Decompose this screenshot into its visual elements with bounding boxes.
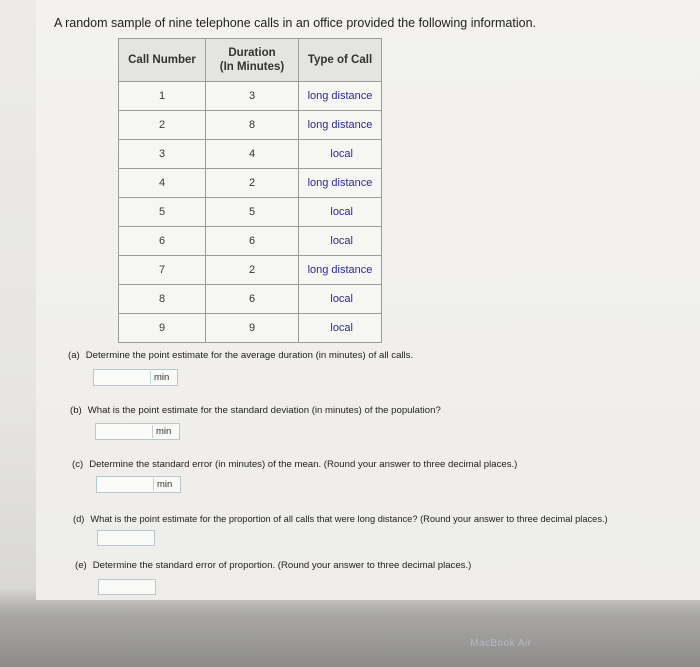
answer-a-input[interactable]: [94, 371, 151, 384]
cell-call: 8: [119, 285, 206, 314]
question-d: [73, 514, 608, 524]
table-row: [119, 82, 382, 111]
answer-d-field: [97, 529, 155, 544]
cell-type: local: [299, 198, 382, 227]
question-e-text: Determine the standard error of proportion. (Round your answer to three decimal places.): [92, 560, 472, 571]
table-row: [119, 140, 382, 169]
answer-b-field: [95, 423, 180, 438]
question-b: [70, 405, 441, 416]
cell-type: long distance: [299, 111, 382, 140]
question-c: [72, 459, 517, 470]
header-call-number: Call Number: [119, 39, 206, 82]
calls-table: [118, 38, 382, 343]
table-row: [119, 285, 382, 314]
table-row: [119, 198, 382, 227]
answer-d-input[interactable]: [97, 530, 155, 546]
cell-call: 4: [119, 169, 206, 198]
answer-b-unit: min: [156, 426, 172, 437]
cell-duration: 3: [206, 82, 299, 111]
cell-duration: 8: [206, 111, 299, 140]
question-a-label: (a): [68, 350, 80, 361]
cell-call: 1: [119, 82, 206, 111]
cell-type: long distance: [299, 169, 382, 198]
cell-type: local: [299, 314, 382, 343]
question-c-label: (c): [72, 459, 84, 470]
question-d-label: (d): [73, 514, 85, 524]
table-row: [119, 314, 382, 343]
answer-c-field: [96, 476, 181, 491]
cell-duration: 6: [206, 285, 299, 314]
header-duration: [206, 39, 299, 82]
table-row: [119, 111, 382, 140]
question-b-label: (b): [70, 405, 82, 416]
problem-intro: A random sample of nine telephone calls in an office provided the following information.: [54, 16, 537, 30]
cell-call: 7: [119, 256, 206, 285]
answer-a-unit: min: [154, 372, 170, 383]
question-e: [75, 560, 471, 571]
answer-e-input[interactable]: [98, 579, 156, 595]
answer-b-input[interactable]: [96, 425, 153, 438]
question-e-label: (e): [75, 560, 87, 571]
cell-duration: 2: [206, 256, 299, 285]
cell-call: 3: [119, 140, 206, 169]
cell-call: 9: [119, 314, 206, 343]
question-d-text: What is the point estimate for the proportion of all calls that were long distance? (Round your answer to three decimal places.): [90, 514, 608, 524]
question-a-text: Determine the point estimate for the average duration (in minutes) of all calls.: [85, 350, 414, 361]
cell-type: local: [299, 140, 382, 169]
header-duration-line1: Duration: [228, 47, 276, 59]
cell-type: local: [299, 285, 382, 314]
question-a: [68, 350, 413, 361]
device-watermark: MacBook Air: [470, 638, 532, 649]
answer-c-input[interactable]: [97, 478, 154, 491]
cell-type: local: [299, 227, 382, 256]
answer-e-field: [98, 578, 156, 593]
cell-type: long distance: [299, 82, 382, 111]
question-b-text: What is the point estimate for the standard deviation (in minutes) of the population?: [87, 405, 441, 416]
header-type: Type of Call: [299, 39, 382, 82]
table-header-row: [119, 39, 382, 82]
answer-a-field: [93, 369, 178, 384]
table-row: [119, 256, 382, 285]
cell-duration: 6: [206, 227, 299, 256]
question-c-text: Determine the standard error (in minutes) of the mean. (Round your answer to three decimal places.): [89, 459, 518, 470]
cell-call: 2: [119, 111, 206, 140]
cell-type: long distance: [299, 256, 382, 285]
table-row: [119, 227, 382, 256]
cell-duration: 2: [206, 169, 299, 198]
cell-duration: 4: [206, 140, 299, 169]
table-row: [119, 169, 382, 198]
cell-call: 5: [119, 198, 206, 227]
cell-duration: 9: [206, 314, 299, 343]
answer-c-unit: min: [157, 479, 173, 490]
cell-call: 6: [119, 227, 206, 256]
header-duration-line2: (In Minutes): [219, 61, 285, 73]
cell-duration: 5: [206, 198, 299, 227]
